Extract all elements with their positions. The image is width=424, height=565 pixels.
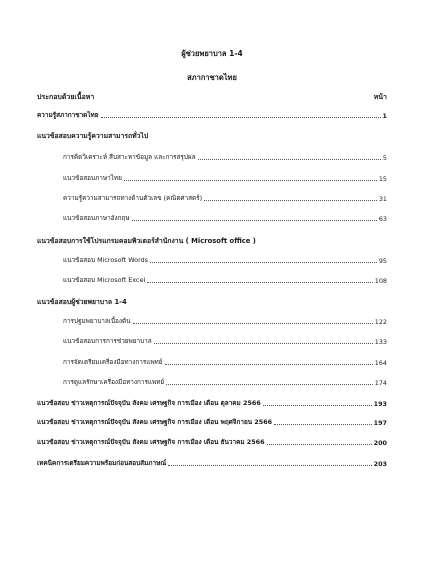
toc-entry[interactable] [0,437,424,447]
dot-leader [101,117,381,118]
toc-entry[interactable] [0,316,424,326]
toc-entry-text: แนวข้อสอบ ข่าวเหตุการณ์ปัจจุบัน สังคม เศรษฐกิจ การเมือง เดือน ธันวาคม 2566 [37,438,265,446]
dot-leader [267,444,372,445]
toc-entry[interactable] [0,193,424,203]
toc-entry-text: การดูแลรักษาเครื่องมือทางการแพทย์ [63,378,165,386]
dot-leader [124,180,377,181]
toc-entry-page: 164 [374,359,387,367]
toc-entry-page: 1 [382,112,387,120]
toc-entry[interactable] [0,152,424,162]
toc-entry-text: แนวข้อสอบภาษาไทย [63,174,122,182]
toc-entry-text: การปฐมพยาบาลเบื้องต้น [63,317,131,325]
toc-entry-text: แนวข้อสอบ ข่าวเหตุการณ์ปัจจุบัน สังคม เศรษฐกิจ การเมือง เดือน พฤศจิกายน 2566 [37,418,273,426]
toc-entry-page: 63 [378,215,387,223]
toc-header-page: หน้า [373,93,387,101]
toc-entry[interactable] [0,275,424,285]
toc-entry-page: 200 [373,439,387,447]
toc-entry[interactable] [0,357,424,367]
dot-leader [204,200,377,201]
toc-entry-text: แนวข้อสอบ Microsoft Excel [63,276,146,284]
toc-entry-text: แนวข้อสอบการการช่วยพยาบาล [63,337,152,345]
document-subtitle: สภากาชาดไทย [187,73,237,82]
dot-leader [165,364,373,365]
toc-entry[interactable] [0,458,424,468]
dot-leader [168,465,371,466]
toc-entry[interactable] [0,377,424,387]
toc-section-heading: แนวข้อสอบผู้ช่วยพยาบาล 1-4 [37,298,127,306]
toc-entry-page: 203 [373,460,387,468]
dot-leader [132,220,377,221]
toc-entry[interactable] [0,336,424,346]
toc-entry-text: ความรู้สภากาชาดไทย [37,111,99,119]
toc-header-contents: ประกอบด้วยเนื้อหา [37,93,95,101]
toc-entry-page: 5 [382,154,387,162]
toc-entry-text: การคิดวิเคราะห์ สืบสาะหาข้อมูล และการสรุปผล [63,153,196,161]
toc-entry-page: 15 [378,175,387,183]
dot-leader [274,424,372,425]
toc-entry-page: 122 [374,318,387,326]
toc-entry-page: 193 [373,400,387,408]
toc-entry[interactable] [0,173,424,183]
dot-leader [166,384,373,385]
toc-entry-page: 95 [378,257,387,265]
dot-leader [150,262,377,263]
toc-entry-page: 108 [374,277,387,285]
toc-entry[interactable] [0,213,424,223]
toc-entry-text: แนวข้อสอบ Microsoft Words [63,256,148,264]
toc-entry[interactable] [0,110,424,120]
toc-entry-page: 133 [374,338,387,346]
dot-leader [198,159,381,160]
dot-leader [154,343,373,344]
dot-leader [147,282,373,283]
dot-leader [133,323,373,324]
document-title: ผู้ช่วยพยาบาล 1-4 [181,49,243,58]
toc-entry-page: 174 [374,379,387,387]
toc-entry-text: แนวข้อสอบภาษาอังกฤษ [63,214,130,222]
dot-leader [263,405,372,406]
toc-entry-text: แนวข้อสอบ ข่าวเหตุการณ์ปัจจุบัน สังคม เศรษฐกิจ การเมือง เดือน ตุลาคม 2566 [37,399,261,407]
toc-entry[interactable] [0,398,424,408]
toc-entry[interactable] [0,417,424,427]
toc-entry-text: การจัดเตรียมเครื่องมือทางการแพทย์ [63,358,163,366]
toc-entry-text: เทคนิคการเตรียมความพร้อมก่อนสอบสัมภาษณ์ [37,459,167,467]
toc-entry[interactable] [0,255,424,265]
toc-entry-page: 197 [373,419,387,427]
toc-section-heading: แนวข้อสอบการใช้โปรแกรมคอมพิวเตอร์สำนักงาน ( Microsoft office ) [37,237,256,245]
toc-entry-text: ความรู้ความสามารถทางด้านตัวเลข (คณิตศาสตร์) [63,194,203,202]
toc-section-heading: แนวข้อสอบความรู้ความสามารถทั่วไป [37,132,149,140]
toc-entry-page: 31 [378,195,387,203]
